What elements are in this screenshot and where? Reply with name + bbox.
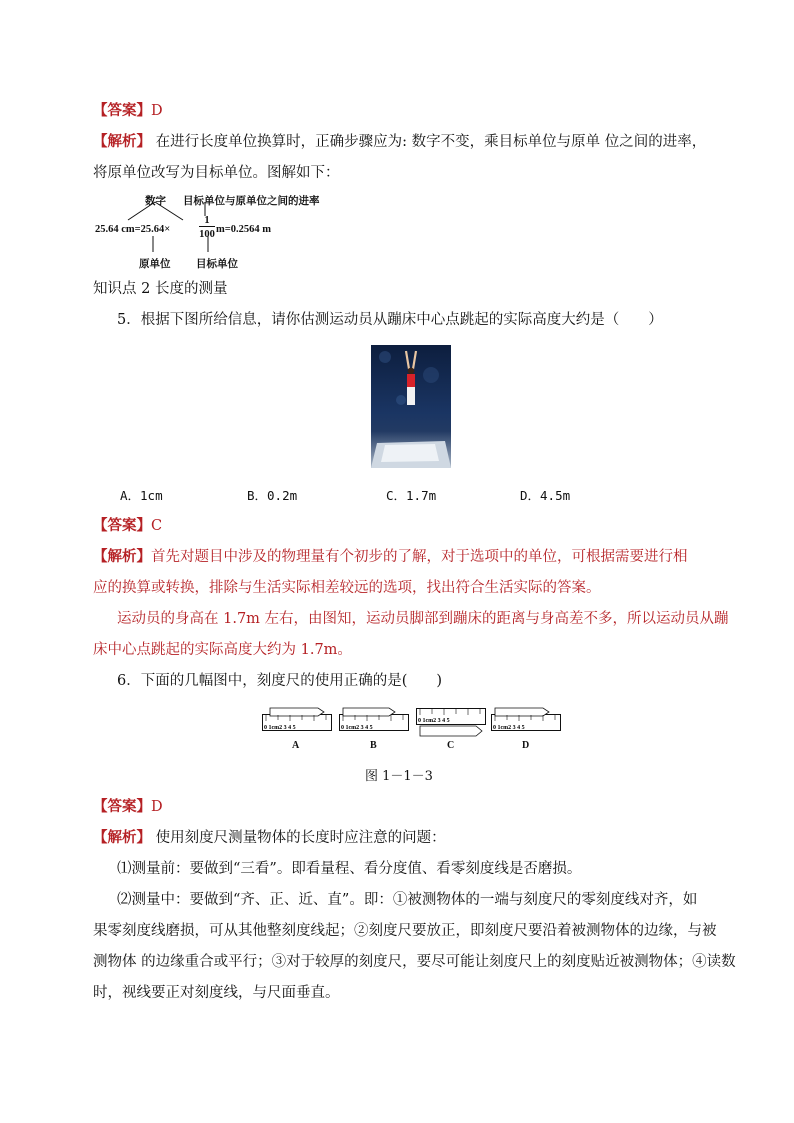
q6-point-2-line-2: 果零刻度线磨损，可从其他整刻度线起；②刻度尺要放正，即刻度尺要沿着被测物体的边缘，与被 [93,923,717,939]
label-number: 数字 [145,196,166,207]
answer-value: D [151,799,163,815]
svg-text:0 1cm2 3 4 5: 0 1cm2 3 4 5 [418,718,450,724]
ruler-a-drawing [262,706,332,732]
q6-point-1: ⑴测量前：要做到“三看”。即看量程、看分度值、看零刻度线是否磨损。 [117,861,582,877]
q6-point-2-line-4: 时，视线要正对刻度线，与尺面垂直。 [93,985,340,1001]
svg-text:0 1cm2 3 4 5: 0 1cm2 3 4 5 [264,725,296,731]
fraction-denominator: 100 [199,229,215,240]
answer-value: C [151,518,163,534]
ruler-d-drawing [491,706,561,732]
q5-option-c: C．1.7m [386,488,437,503]
analysis-tag: 【解析】 [93,133,151,150]
formula-left: 25.64 cm=25.64× [95,224,171,235]
ruler-label-d: D [522,740,530,751]
ruler-label-a: A [292,740,300,751]
q5-answer [93,515,162,537]
trampoline-photo [371,345,451,468]
q6-point-2-line-3: 测物体 的边缘重合或平行；③对于较厚的刻度尺，要尽可能让刻度尺上的刻度贴近被测物体；④读数 [93,954,736,970]
answer-tag: 【答案】 [93,102,151,119]
ruler-b-drawing [339,706,409,732]
q5-extra-line-2: 床中心点跳起的实际高度大约为 1.7m。 [93,642,352,658]
analysis-text: 使用刻度尺测量物体的长度时应注意的问题： [155,830,446,846]
q6-answer [93,796,163,818]
fraction-numerator: 1 [199,215,215,227]
q5-extra-line-1: 运动员的身高在 1.7m 左右，由图知，运动员脚部到蹦床的距离与身高差不多，所以运动员从蹦 [117,611,729,627]
ruler-figure-a [262,706,332,732]
svg-text:0 1cm2 3 4 5: 0 1cm2 3 4 5 [493,725,525,731]
q5-analysis-line-1 [93,546,688,568]
analysis-line-1 [93,131,706,153]
q6-analysis-intro [93,827,446,849]
ruler-figure-d [491,706,561,732]
svg-text:0 1cm2 3 4 5: 0 1cm2 3 4 5 [341,725,373,731]
ruler-label-c: C [447,740,455,751]
analysis-tag: 【解析】 [93,829,151,846]
ruler-figure-c [416,706,486,738]
ruler-c-drawing [416,706,490,738]
ruler-label-b: B [370,740,377,751]
analysis-line-2: 将原单位改写为目标单位。图解如下： [93,165,340,181]
analysis-text: 在进行长度单位换算时，正确步骤应为: 数字不变，乘目标单位与原单 位之间的进率， [155,134,707,150]
formula-right: m=0.2564 m [216,224,271,235]
answer-tag: 【答案】 [93,517,151,534]
q5-option-b: B．0.2m [247,488,298,503]
analysis-text: 首先对题目中涉及的物理量有个初步的了解，对于选项中的单位，可根据需要进行相 [151,549,688,565]
label-target-unit: 目标单位 [196,259,238,270]
trampoline-athlete-figure [371,345,451,468]
analysis-tag: 【解析】 [93,548,151,565]
q6-point-2-line-1: ⑵测量中：要做到“齐、正、近、直”。即：①被测物体的一端与刻度尺的零刻度线对齐，如 [117,892,698,908]
q5-option-d: D．4.5m [520,488,571,503]
label-rate: 目标单位与原单位之间的进率 [183,196,320,207]
section-heading: 知识点 2 长度的测量 [93,281,228,297]
q6-stem: 6．下面的几幅图中，刻度尺的使用正确的是( ) [117,673,443,689]
answer-value: D [151,103,163,119]
q5-stem: 5．根据下图所给信息，请你估测运动员从蹦床中心点跳起的实际高度大约是（ ） [117,312,663,328]
answer-line-1 [93,100,163,122]
ruler-figure-b [339,706,409,732]
label-original-unit: 原单位 [139,259,171,270]
q5-option-a: A．1cm [120,488,163,503]
q5-analysis-line-2: 应的换算或转换，排除与生活实际相差较远的选项，找出符合生活实际的答案。 [93,580,601,596]
figure-caption: 图 1－1－3 [365,769,433,784]
answer-tag: 【答案】 [93,798,151,815]
